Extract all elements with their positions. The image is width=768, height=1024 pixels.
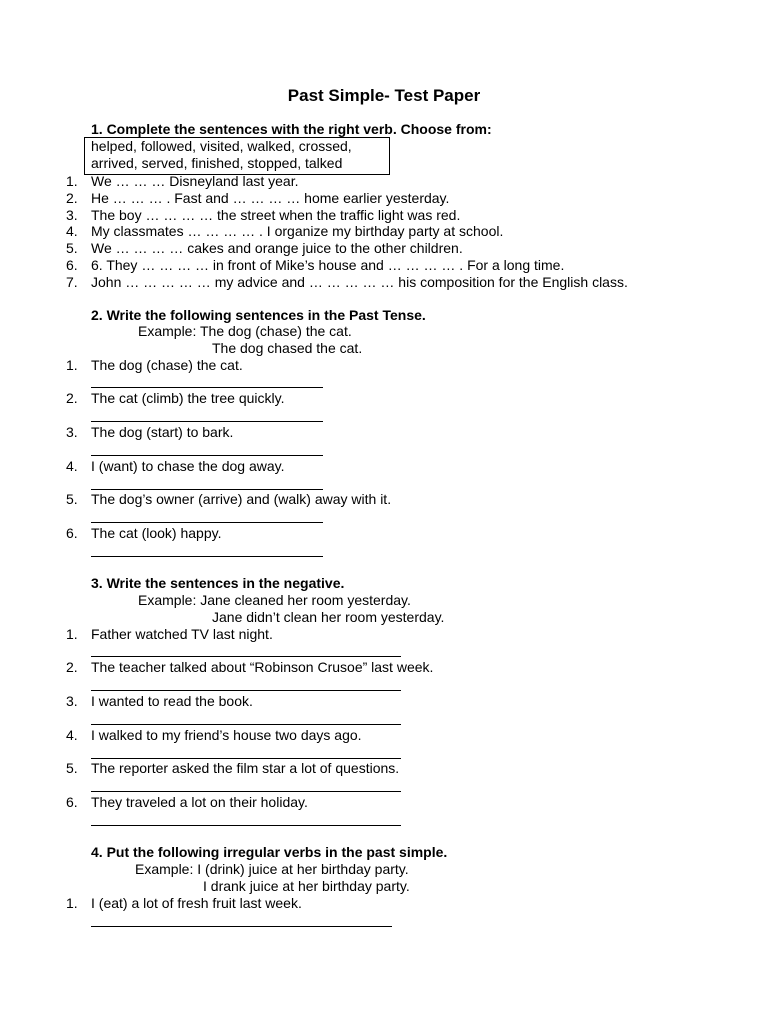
- example-answer: The dog chased the cat.: [212, 340, 363, 356]
- example-prompt: Example: Jane cleaned her room yesterday.: [138, 592, 411, 608]
- item-number: 6.: [66, 794, 78, 810]
- answer-line[interactable]: [91, 690, 401, 691]
- answer-line[interactable]: [91, 724, 401, 725]
- answer-line[interactable]: [91, 421, 323, 422]
- page-title: Past Simple- Test Paper: [287, 86, 481, 105]
- item-number: 1.: [66, 626, 78, 642]
- item-number: 4.: [66, 223, 78, 239]
- example-answer: Jane didn’t clean her room yesterday.: [212, 609, 445, 625]
- item-number: 3.: [66, 693, 78, 709]
- answer-line[interactable]: [91, 926, 392, 927]
- item-text: The boy … … … … the street when the traffic light was red.: [91, 207, 461, 223]
- item-text: The cat (look) happy.: [91, 525, 222, 541]
- item-text: We … … … Disneyland last year.: [91, 173, 299, 189]
- item-number: 1.: [66, 173, 78, 189]
- item-text: I (want) to chase the dog away.: [91, 458, 285, 474]
- answer-line[interactable]: [91, 556, 323, 557]
- item-number: 3.: [66, 207, 78, 223]
- item-text: I (eat) a lot of fresh fruit last week.: [91, 895, 302, 911]
- section2-heading: 2. Write the following sentences in the Past Tense.: [91, 307, 426, 323]
- item-text: I wanted to read the book.: [91, 693, 253, 709]
- item-text: The dog’s owner (arrive) and (walk) away with it.: [91, 491, 392, 507]
- item-text: Father watched TV last night.: [91, 626, 273, 642]
- example-answer: I drank juice at her birthday party.: [203, 878, 410, 894]
- item-number: 5.: [66, 491, 78, 507]
- item-number: 2.: [66, 390, 78, 406]
- example-prompt: Example: I (drink) juice at her birthday party.: [135, 861, 409, 877]
- answer-line[interactable]: [91, 455, 323, 456]
- item-text: John … … … … … my advice and … … … … … his composition for the English class.: [91, 274, 628, 290]
- example-prompt: Example: The dog (chase) the cat.: [138, 323, 352, 339]
- item-text: We … … … … cakes and orange juice to the other children.: [91, 240, 463, 256]
- item-number: 5.: [66, 240, 78, 256]
- item-number: 4.: [66, 727, 78, 743]
- item-number: 2.: [66, 190, 78, 206]
- item-text: My classmates … … … … . I organize my birthday party at school.: [91, 223, 504, 239]
- section4-heading: 4. Put the following irregular verbs in the past simple.: [91, 844, 448, 860]
- section3-heading: 3. Write the sentences in the negative.: [91, 575, 345, 591]
- answer-line[interactable]: [91, 489, 323, 490]
- item-text: 6. They … … … … in front of Mike’s house and … … … … . For a long time.: [91, 257, 565, 273]
- answer-line[interactable]: [91, 656, 401, 657]
- answer-line[interactable]: [91, 387, 323, 388]
- word-box-line: helped, followed, visited, walked, crossed,: [91, 138, 352, 154]
- item-number: 6.: [66, 257, 78, 273]
- item-number: 1.: [66, 895, 78, 911]
- item-number: 5.: [66, 760, 78, 776]
- item-text: He … … … . Fast and … … … … home earlier yesterday.: [91, 190, 450, 206]
- item-text: The reporter asked the film star a lot of questions.: [91, 760, 400, 776]
- item-text: The dog (chase) the cat.: [91, 357, 243, 373]
- item-text: They traveled a lot on their holiday.: [91, 794, 308, 810]
- item-number: 1.: [66, 357, 78, 373]
- item-number: 2.: [66, 659, 78, 675]
- item-text: I walked to my friend’s house two days ago.: [91, 727, 362, 743]
- answer-line[interactable]: [91, 522, 323, 523]
- item-number: 3.: [66, 424, 78, 440]
- item-text: The dog (start) to bark.: [91, 424, 234, 440]
- item-number: 7.: [66, 274, 78, 290]
- answer-line[interactable]: [91, 758, 401, 759]
- word-box-line: arrived, served, finished, stopped, talked: [91, 155, 343, 171]
- answer-line[interactable]: [91, 825, 401, 826]
- answer-line[interactable]: [91, 791, 401, 792]
- item-number: 4.: [66, 458, 78, 474]
- section1-heading: 1. Complete the sentences with the right verb. Choose from:: [91, 121, 492, 137]
- item-text: The teacher talked about “Robinson Crusoe” last week.: [91, 659, 434, 675]
- item-text: The cat (climb) the tree quickly.: [91, 390, 285, 406]
- item-number: 6.: [66, 525, 78, 541]
